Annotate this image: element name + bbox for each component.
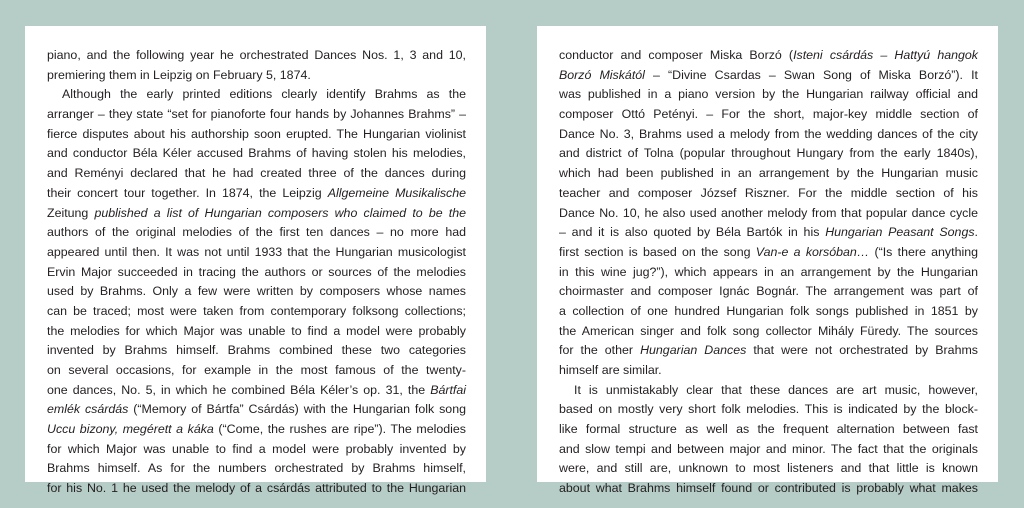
text-line (47, 400, 466, 420)
text-line (47, 46, 466, 66)
text-line (559, 125, 978, 145)
text-run: about what Brahms himself found or contributed is probably what makes (559, 481, 978, 496)
text-run: Brahms himself. As for the numbers orchestrated by Brahms himself, (47, 461, 466, 476)
text-line (559, 282, 978, 302)
text-run: composer Ottó Petényi. – For the short, major-key middle section of (559, 107, 978, 122)
text-line (559, 184, 978, 204)
text-run: It is unmistakably clear that these dances are art music, however, (574, 382, 978, 397)
text-run: one dances, No. 5, in which he combined Béla Kéler’s op. 31, the (47, 382, 431, 397)
text-run: and slow tempi and between major and minor. The fact that the originals (559, 441, 978, 456)
text-line (559, 46, 978, 66)
left-page-text (47, 46, 466, 499)
italic-text: Isteni csárdás – Hattyú hangok (793, 48, 978, 62)
text-run: Zeitung (47, 205, 89, 220)
text-line (47, 440, 466, 460)
italic-text: emlék csárdás (47, 402, 129, 417)
italic-text: Van-e a korsóban… (755, 244, 870, 259)
text-line (47, 164, 466, 184)
text-run: (“Is there anything (869, 244, 979, 259)
text-run: – “Divine Csardas – Swan Song of Miska Borzó”). It (644, 67, 978, 82)
text-line (559, 361, 978, 381)
text-line (47, 105, 466, 125)
text-line (559, 144, 978, 164)
text-line (47, 66, 466, 86)
text-run: like formal structure as well as the frequent alternation between fast (559, 422, 978, 437)
text-run: and district of Tolna (popular throughout Hungary from the early 1840s), (559, 146, 978, 161)
text-line (47, 243, 466, 263)
text-run: – and it is also quoted by Béla Bartók in his (559, 225, 826, 240)
text-run: (“Memory of Bártfa” Csárdás) with the Hungarian folk song (128, 402, 466, 417)
italic-text: Bártfai (430, 382, 466, 397)
text-line (559, 440, 978, 460)
text-run: invented by Brahms himself. Brahms combined these two categories (47, 343, 466, 358)
text-line (47, 184, 466, 204)
text-line (47, 479, 466, 499)
text-run: which had been published in an arrangement by the Hungarian music (559, 166, 978, 181)
text-run: premiering them in Leipzig on February 5, 1874. (47, 67, 311, 82)
text-line (559, 66, 978, 86)
text-run: himself are similar. (559, 363, 662, 377)
italic-text: Hungarian Peasant Songs (825, 225, 975, 240)
text-run: in this wine jug?”), which appears in an arrangement by the Hungarian (559, 264, 978, 279)
text-run: that were not orchestrated by Brahms (746, 343, 978, 358)
text-run: first section is based on the song (559, 244, 756, 259)
text-line (559, 85, 978, 105)
italic-text: Uccu bizony, megérett a káka (47, 422, 214, 437)
text-run: Although the early printed editions clearly identify Brahms as the (62, 87, 466, 102)
text-run: the American singer and folk song collector Mihály Füredy. The sources (559, 323, 978, 338)
text-line (47, 459, 466, 479)
italic-text: Borzó Miskától (559, 67, 645, 82)
text-run: the melodies for which Major was unable to find a model were probably (47, 323, 466, 338)
text-run: for the other (559, 343, 641, 358)
text-line (559, 263, 978, 283)
text-line (559, 105, 978, 125)
text-run: for his No. 1 he used the melody of a csárdás attributed to the Hungarian (47, 481, 466, 496)
text-run: appeared until then. It was not until 1933 that the Hungarian musicologist (47, 244, 466, 259)
text-line (559, 164, 978, 184)
text-line (559, 479, 978, 499)
italic-text: Hungarian Dances (640, 343, 747, 358)
text-line (559, 223, 978, 243)
text-line (47, 381, 466, 401)
text-run: . (974, 225, 978, 240)
text-run: fierce disputes about his authorship soon erupted. The Hungarian violinist (47, 126, 466, 141)
text-line (559, 302, 978, 322)
text-line (559, 243, 978, 263)
right-page (537, 26, 998, 496)
text-line (47, 282, 466, 302)
right-page-text (559, 46, 978, 499)
text-run: and Reményi declared that he had created three of the dances during (47, 166, 466, 181)
text-line (559, 204, 978, 224)
text-run: Dance No. 10, he also used another melody from that popular dance cycle (559, 205, 978, 220)
text-run: choirmaster and composer Ignác Bognár. The arrangement was part of (559, 284, 978, 299)
text-run: piano, and the following year he orchestrated Dances Nos. 1, 3 and 10, (47, 48, 466, 62)
text-run: Ervin Major succeeded in tracing the authors or sources of the melodies (47, 264, 466, 279)
text-line (559, 400, 978, 420)
text-run: based on mostly very short folk melodies. This is indicated by the block- (559, 402, 978, 417)
text-line (47, 322, 466, 342)
text-line (47, 144, 466, 164)
text-line (47, 85, 466, 105)
text-line (47, 125, 466, 145)
text-line (47, 263, 466, 283)
text-run: for which Major was unable to find a model were probably invented by (47, 441, 466, 456)
text-run: conductor and composer Miska Borzó ( (559, 48, 794, 62)
text-run: their concert tour together. In 1874, the Leipzig (47, 185, 328, 200)
text-run: a collection of one hundred Hungarian folk songs published in 1851 by (559, 303, 978, 318)
text-run: Dance No. 3, Brahms used a melody from the wedding dances of the city (559, 126, 978, 141)
text-run: can be traced; most were taken from contemporary folksong collections; (47, 303, 466, 318)
text-line (47, 420, 466, 440)
text-line (47, 302, 466, 322)
text-line (559, 341, 978, 361)
text-line (47, 204, 466, 224)
text-line (47, 341, 466, 361)
text-line (559, 381, 978, 401)
text-run: authors of the original melodies of the first ten dances – no more had (47, 225, 466, 240)
text-run: and conductor Béla Kéler accused Brahms of having stolen his melodies, (47, 146, 466, 161)
text-line (47, 361, 466, 381)
left-page (25, 26, 486, 496)
text-run: on several occasions, for example in the most famous of the twenty- (47, 363, 466, 377)
text-run: teacher and composer József Riszner. For the middle section of his (559, 185, 978, 200)
text-line (559, 459, 978, 479)
text-line (559, 322, 978, 342)
text-run: arranger – they state “set for pianoforte four hands by Johannes Brahms” – (47, 107, 466, 122)
italic-text: published a list of Hungarian composers who claimed to be the (88, 205, 466, 220)
text-run: (“Come, the rushes are ripe”). The melodies (213, 422, 466, 437)
italic-text: Allgemeine Musikalische (327, 185, 466, 200)
text-line (47, 223, 466, 243)
text-run: was published in a piano version by the Hungarian railway official and (559, 87, 978, 102)
text-run: used by Brahms. Only a few were written by composers whose names (47, 284, 466, 299)
text-run: were, and still are, unknown to most listeners and that little is known (559, 461, 978, 476)
text-line (559, 420, 978, 440)
